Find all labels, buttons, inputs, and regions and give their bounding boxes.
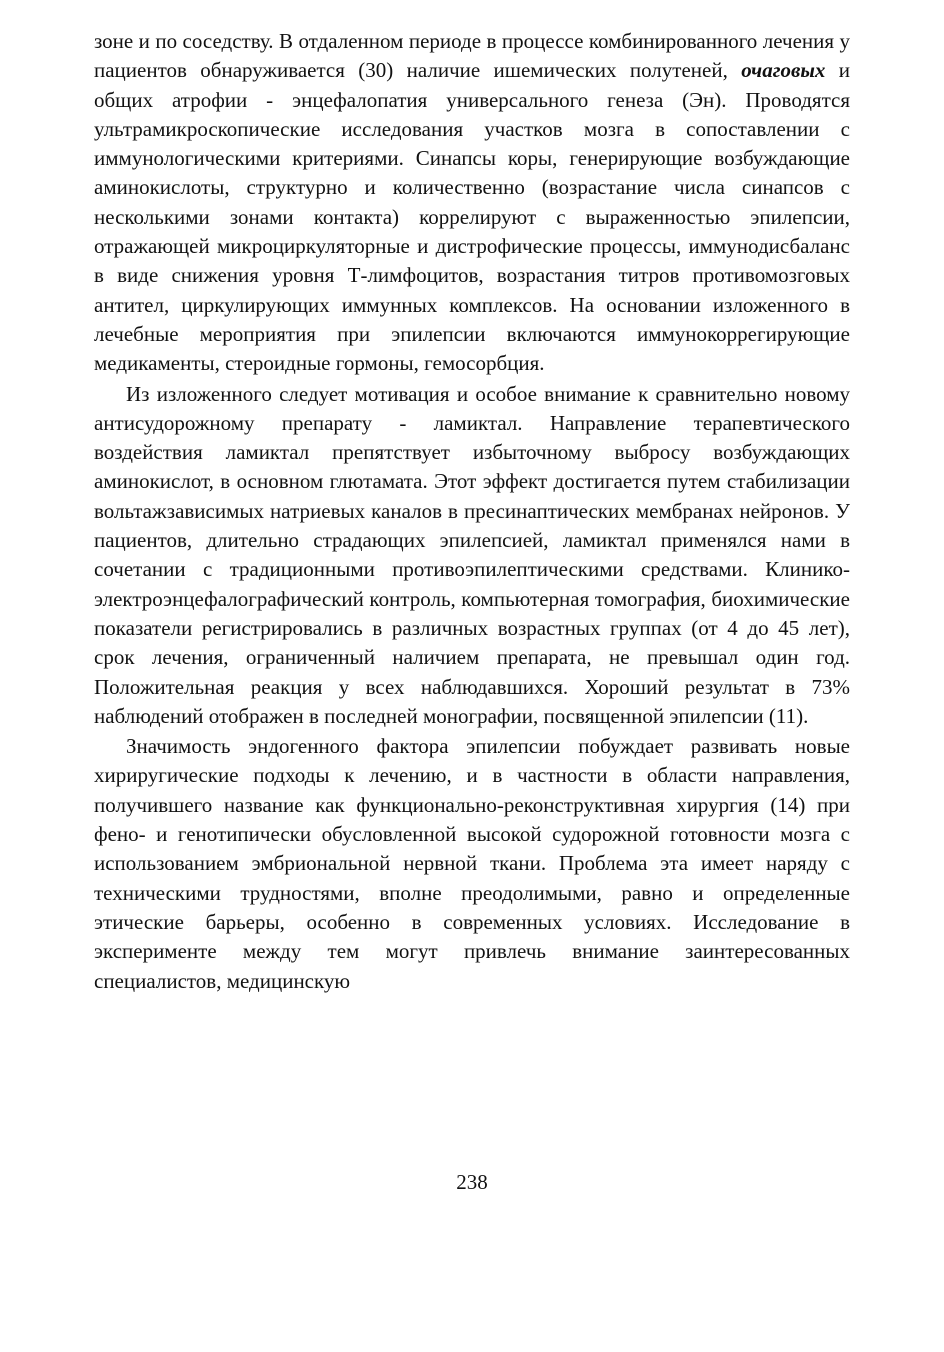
emphasis-term: очаговых	[741, 58, 826, 83]
page-number: 238	[456, 1170, 488, 1194]
body-text	[94, 27, 850, 996]
paragraph-1-text-end: и общих атрофии - энцефалопатия универсального генеза (Эн). Проводятся ультрамикроскопические исследования участков мозга в сопоставлении с иммунологическими критериями. Синапсы коры, генерирующие возбуждающие аминокислоты, структурно и количественно (возрастание числа синапсов с несколькими зонами контакта) коррелируют с выраженностью эпилепсии, отражающей микроциркуляторные и дистрофические процессы, иммунодисбаланс в виде снижения уровня Т-лимфоцитов, возрастания титров противомозговых антител, циркулирующих иммунных комплексов. На основании изложенного в лечебные мероприятия при эпилепсии включаются иммунокоррегирующие медикаменты, стероидные гормоны, гемосорбция.	[94, 58, 851, 376]
paragraph-2: Из изложенного следует мотивация и особое внимание к сравнительно новому антисудорожному препарату - ламиктал. Направление терапевтического воздействия ламиктал препятствует избыточному выбросу возбуждающих аминокислот, в основном глютамата. Этот эффект достигается путем стабилизации вольтажзависимых натриевых каналов в пресинаптических мембранах нейронов. У пациентов, длительно страдающих эпилепсией, ламиктал применялся нами в сочетании с традиционными противоэпилептическими средствами. Клинико-электроэнцефалографический контроль, компьютерная томография, биохимические показатели регистрировались в различных возрастных группах (от 4 до 45 лет), срок лечения, ограниченный наличием препарата, не превышал один год. Положительная реакция у всех наблюдавшихся. Хороший результат в 73% наблюдений отображен в последней монографии, посвященной эпилепсии (11).	[94, 381, 850, 728]
paragraph-1-text-start: зоне и по соседству. В отдаленном периоде в процессе комбинированного лечения у пациентов обнаруживается (30) наличие ишемических полутеней,	[94, 29, 850, 83]
paragraph-3: Значимость эндогенного фактора эпилепсии побуждает развивать новые хириругические подходы к лечению, и в частности в области направления, получившего название как функционально-реконструктивная хирургия (14) при фено- и генотипически обусловленной высокой судорожной готовности мозга с использованием эмбриональной нервной ткани. Проблема эта имеет наряду с техническими трудностями, вполне преодолимыми, равно и определенные этические барьеры, особенно в современных условиях. Исследование в эксперименте между тем могут привлечь внимание заинтересованных специалистов, медицинскую	[94, 734, 850, 993]
paragraph-1	[94, 27, 850, 379]
